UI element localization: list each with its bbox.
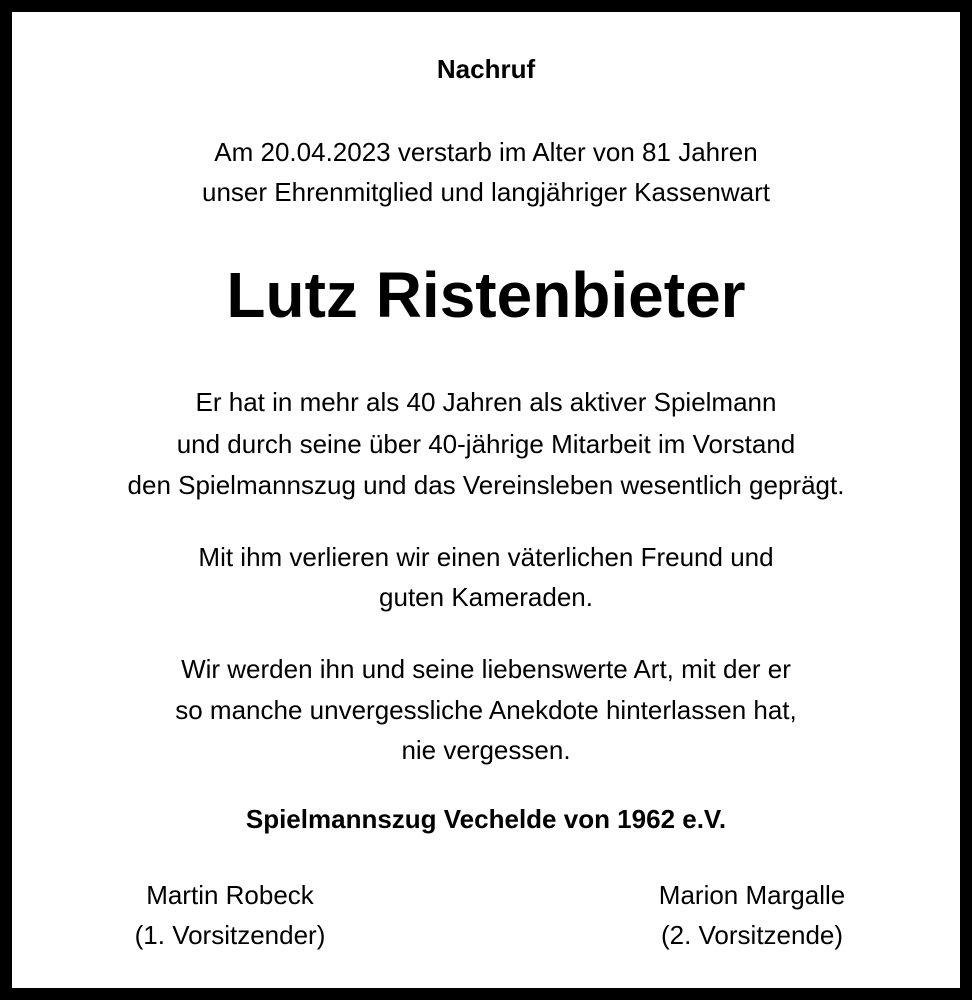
paragraph1-line-3: den Spielmannszug und das Vereinsleben wesentlich geprägt. (127, 470, 845, 500)
signatory-name: Marion Margalle (658, 880, 846, 910)
signatory-role: (2. Vorsitzende) (660, 920, 844, 950)
signatory-right (602, 875, 902, 955)
signatory-name: Martin Robeck (146, 880, 314, 910)
paragraph1-line-2: und durch seine über 40-jährige Mitarbeit im Vorstand (176, 429, 796, 459)
intro-line-1: Am 20.04.2023 verstarb im Alter von 81 Jahren (214, 137, 758, 167)
paragraph3-line-2: so manche unvergessliche Anekdote hinterlassen hat, (175, 695, 797, 725)
paragraph1-line-1: Er hat in mehr als 40 Jahren als aktiver Spielmann (195, 387, 777, 417)
intro-line-2: unser Ehrenmitglied und langjähriger Kassenwart (202, 177, 770, 207)
deceased-name: Lutz Ristenbieter (226, 259, 746, 331)
paragraph2-line-2: guten Kameraden. (379, 582, 593, 612)
paragraph2-line-1: Mit ihm verlieren wir einen väterlichen Freund und (198, 542, 774, 572)
club-name: Spielmannszug Vechelde von 1962 e.V. (245, 804, 727, 834)
paragraph3-line-1: Wir werden ihn und seine liebenswerte Art, mit der er (181, 654, 791, 684)
notice-header: Nachruf (436, 54, 536, 84)
signatory-role: (1. Vorsitzender) (134, 920, 326, 950)
signatory-left (80, 875, 380, 955)
paragraph3-line-3: nie vergessen. (401, 735, 571, 765)
